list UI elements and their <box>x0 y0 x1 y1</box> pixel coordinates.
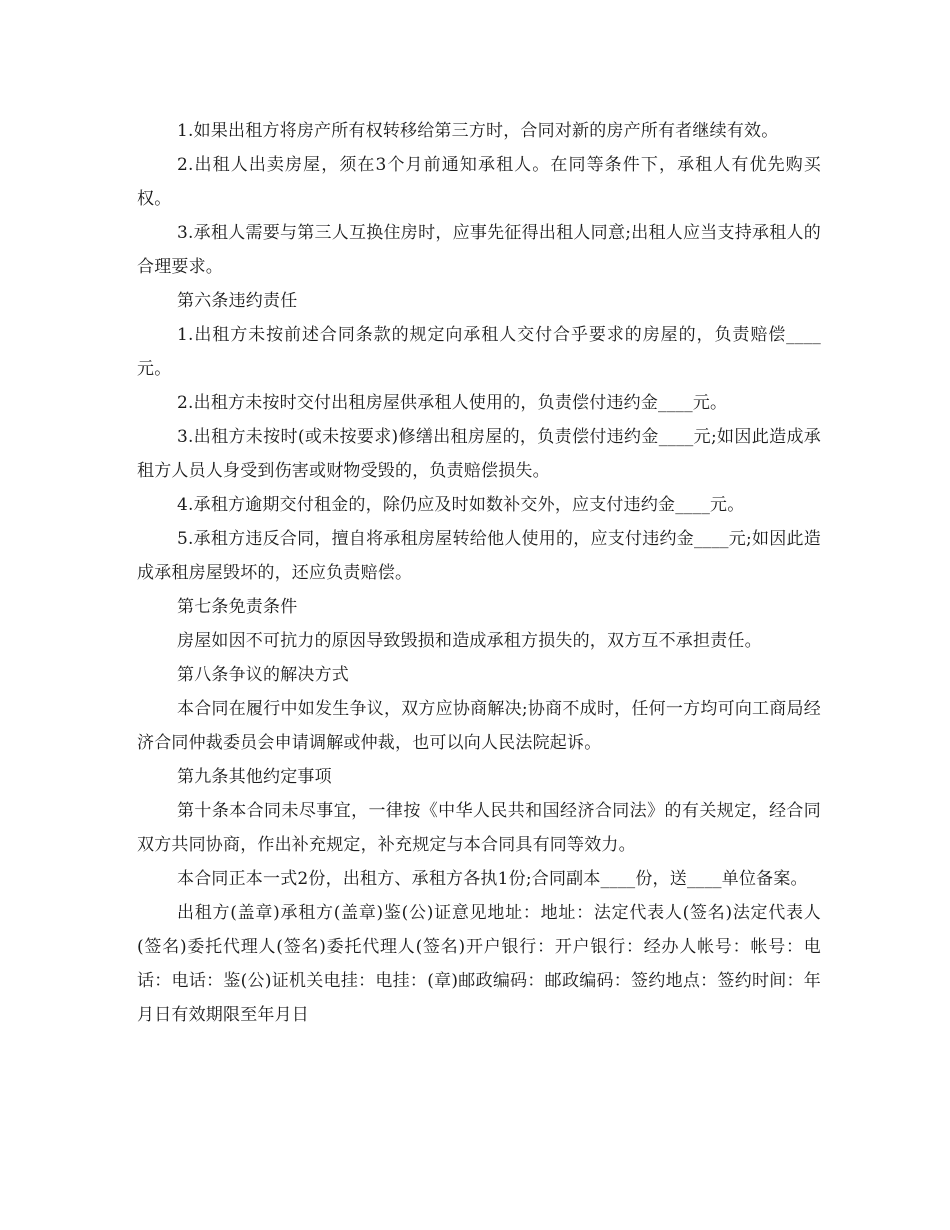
section-heading-other: 第九条其他约定事项 <box>177 767 332 787</box>
clause-sale-notice: 2.出租人出卖房屋，须在3个月前通知承租人。在同等条件下，承租人有优先购买权。 <box>137 155 821 209</box>
clause-housing-exchange: 3.承租人需要与第三人互换住房时，应事先征得出租人同意;出租人应当支持承租人的合理要求。 <box>137 223 821 277</box>
section-heading-exemption: 第七条免责条件 <box>177 597 298 617</box>
section-heading-liability: 第六条违约责任 <box>177 291 298 311</box>
liability-item-3: 3.出租方未按时(或未按要求)修缮出租房屋的，负责偿付违约金____元;如因此造成承租方人员人身受到伤害或财物受毁的，负责赔偿损失。 <box>137 427 821 481</box>
liability-item-4: 4.承租方逾期交付租金的，除仍应及时如数补交外，应支付违约金____元。 <box>177 495 745 515</box>
exemption-text: 房屋如因不可抗力的原因导致毁损和造成承租方损失的，双方互不承担责任。 <box>177 631 762 651</box>
clause-transfer-ownership: 1.如果出租方将房产所有权转移给第三方时，合同对新的房产所有者继续有效。 <box>177 121 779 141</box>
liability-item-2: 2.出租方未按时交付出租房屋供承租人使用的，负责偿付违约金____元。 <box>177 393 728 413</box>
section-heading-dispute: 第八条争议的解决方式 <box>177 665 349 685</box>
clause-supplement: 第十条本合同未尽事宜，一律按《中华人民共和国经济合同法》的有关规定，经合同双方共同协商，作出补充规定，补充规定与本合同具有同等效力。 <box>137 801 821 855</box>
clause-copies: 本合同正本一式2份，出租方、承租方各执1份;合同副本____份，送____单位备案。 <box>177 869 808 889</box>
signature-block: 出租方(盖章)承租方(盖章)鉴(公)证意见地址：地址：法定代表人(签名)法定代表人(签名)委托代理人(签名)委托代理人(签名)开户银行：开户银行：经办人帐号：帐号：电话：电话：鉴(公)证机关电挂：电挂：(章)邮政编码：邮政编码：签约地点：签约时间：年月日有效期限至年月日 <box>137 903 821 1025</box>
liability-item-1: 1.出租方未按前述合同条款的规定向承租人交付合乎要求的房屋的，负责赔偿____元。 <box>137 325 821 379</box>
dispute-text: 本合同在履行中如发生争议，双方应协商解决;协商不成时，任何一方均可向工商局经济合同仲裁委员会申请调解或仲裁，也可以向人民法院起诉。 <box>137 699 821 753</box>
liability-item-5: 5.承租方违反合同，擅自将承租房屋转给他人使用的，应支付违约金____元;如因此造成承租房屋毁坏的，还应负责赔偿。 <box>137 529 821 583</box>
document-body <box>137 114 821 1032</box>
